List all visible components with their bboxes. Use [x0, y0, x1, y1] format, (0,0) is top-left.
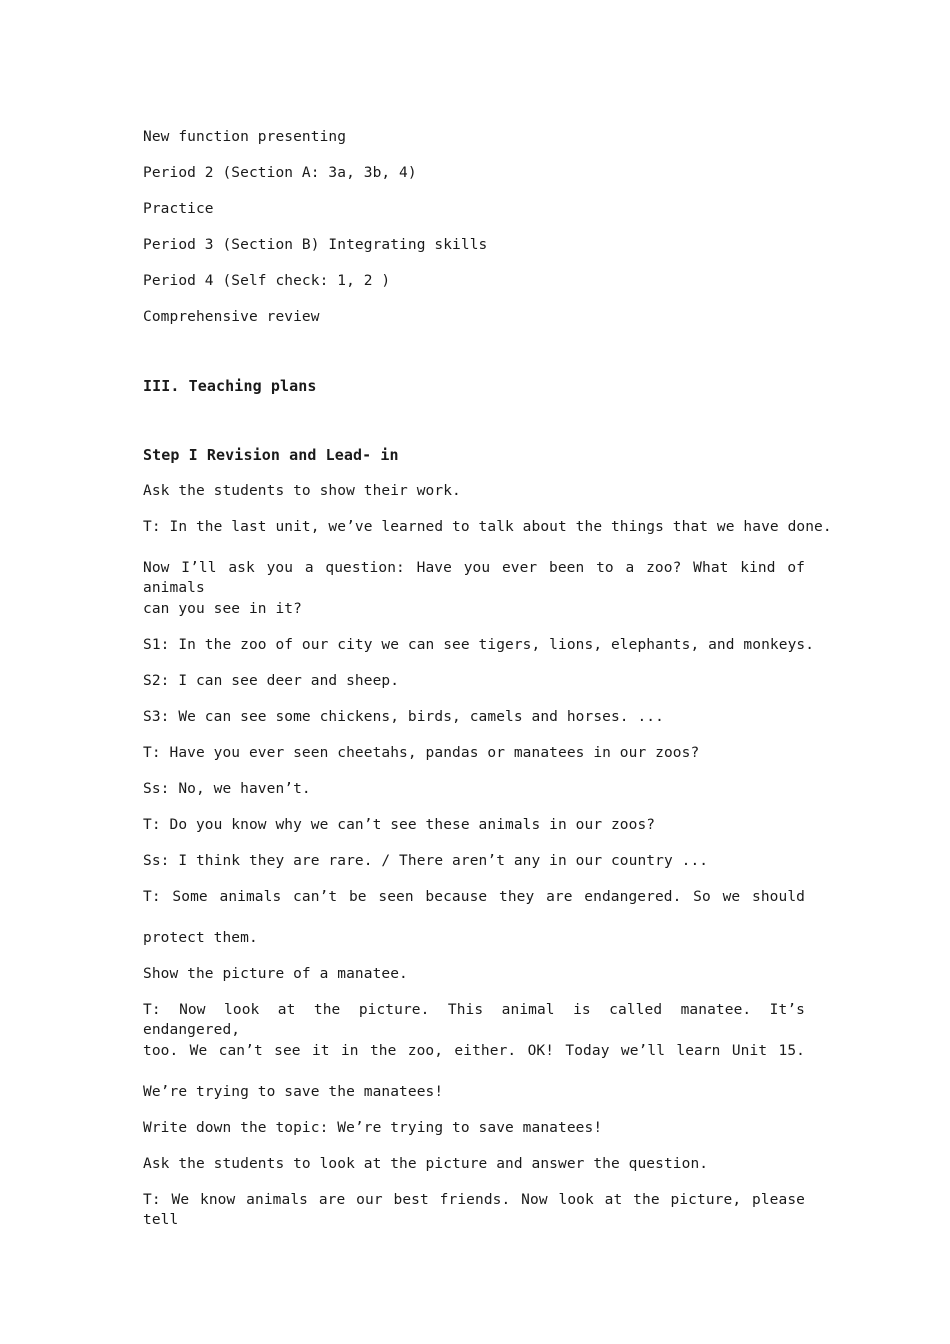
- body-line: T: Have you ever seen cheetahs, pandas or manatees in our zoos?: [143, 745, 700, 761]
- step-heading: Step I Revision and Lead- in: [143, 446, 399, 464]
- schedule-line: Comprehensive review: [143, 309, 320, 325]
- section-heading: III. Teaching plans: [143, 377, 317, 395]
- body-line: Ask the students to look at the picture and answer the question.: [143, 1156, 709, 1172]
- schedule-line: Period 4 (Self check: 1, 2 ): [143, 273, 391, 289]
- body-line: Ss: No, we haven’t.: [143, 781, 311, 797]
- body-line: T: Do you know why we can’t see these animals in our zoos?: [143, 817, 656, 833]
- schedule-line: Period 2 (Section A: 3a, 3b, 4): [143, 165, 417, 181]
- body-line: We’re trying to save the manatees!: [143, 1084, 444, 1100]
- body-line: Now I’ll ask you a question: Have you ever been to a zoo? What kind of animals: [143, 560, 805, 596]
- body-line: T: We know animals are our best friends. Now look at the picture, please tell: [143, 1192, 805, 1228]
- schedule-line: Practice: [143, 201, 214, 217]
- body-line: protect them.: [143, 930, 258, 946]
- body-line: can you see in it?: [143, 601, 302, 617]
- body-line: T: Some animals can’t be seen because they are endangered. So we should: [143, 889, 805, 905]
- body-line: too. We can’t see it in the zoo, either. OK! Today we’ll learn Unit 15.: [143, 1043, 805, 1059]
- body-line: Write down the topic: We’re trying to save manatees!: [143, 1120, 603, 1136]
- body-line: Ask the students to show their work.: [143, 483, 461, 499]
- schedule-line: Period 3 (Section B) Integrating skills: [143, 237, 488, 253]
- schedule-line: New function presenting: [143, 129, 347, 145]
- body-line: T: In the last unit, we’ve learned to talk about the things that we have done.: [143, 519, 832, 535]
- body-line: S3: We can see some chickens, birds, camels and horses. ...: [143, 709, 664, 725]
- body-line: S2: I can see deer and sheep.: [143, 673, 400, 689]
- body-line: T: Now look at the picture. This animal is called manatee. It’s endangered,: [143, 1002, 805, 1038]
- body-line: S1: In the zoo of our city we can see tigers, lions, elephants, and monkeys.: [143, 637, 815, 653]
- body-line: Ss: I think they are rare. / There aren’t any in our country ...: [143, 853, 709, 869]
- body-line: Show the picture of a manatee.: [143, 966, 408, 982]
